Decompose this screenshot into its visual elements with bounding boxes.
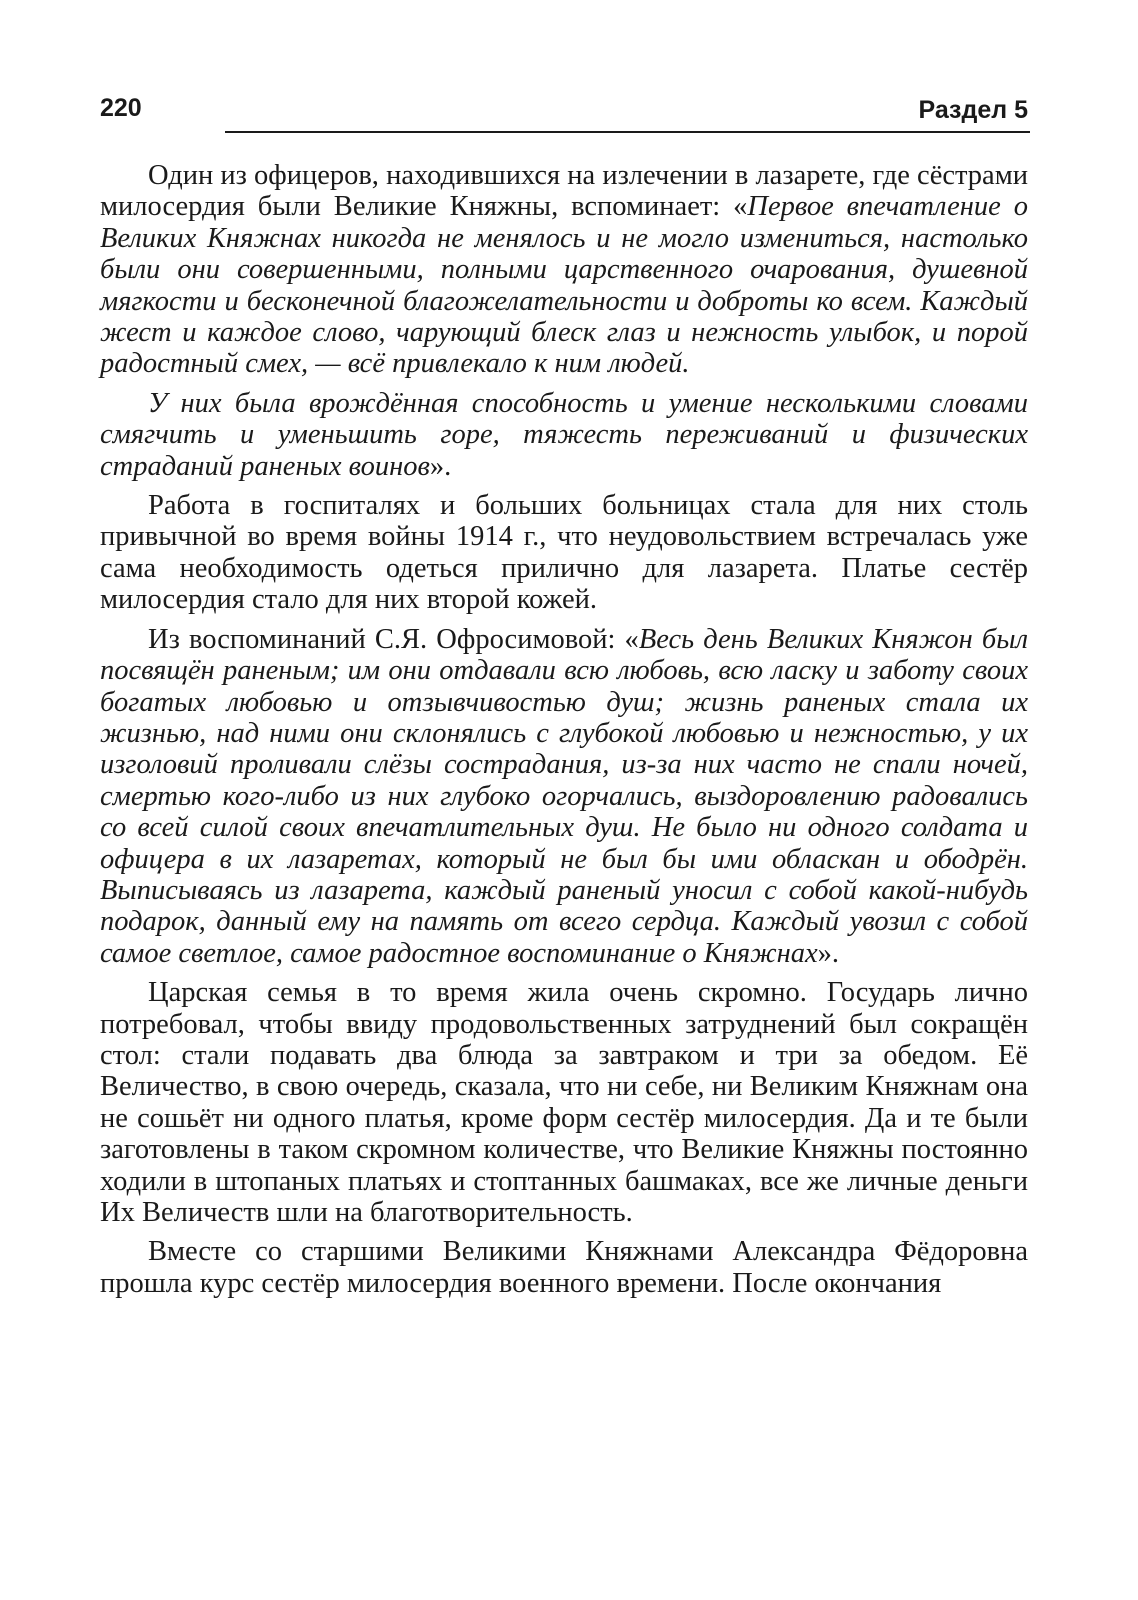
paragraph: Работа в госпиталях и больших больницах стала для них столь привычной во время войны 1914 г., что неудовольствием встречалась уже сама необходимость одеться прилично для лазарета. Платье сестёр милосердия стало для них второй кожей. (100, 490, 1028, 616)
quotation: Весь день Великих Княжон был посвящён раненым; им они отдавали всю любовь, всю ласку и заботу своих богатых любовью и отзывчивостью душ; жизнь раненых стала их жизнью, над ними они склонялись с глубокой любовью и нежностью, у их изголовий проливали слёзы сострадания, из-за них часто не спали ночей, смертью кого-либо из них глубоко огорчались, выздоровлению радовались со всей силой своих впечатлительных душ. Не было ни одного солдата и офицера в их лазаретах, который не был бы ими обласкан и ободрён. Выписываясь из лазарета, каждый раненый уносил с собой какой-нибудь подарок, данный ему на память от всего сердца. Каждый увозил с собой самое светлое, самое радостное воспоминание о Княжнах (100, 623, 1028, 969)
quotation-closing: ». (817, 937, 840, 969)
header-rule (225, 131, 1030, 133)
paragraph: Вместе со старшими Великими Княжнами Александра Фёдоровна прошла курс сестёр милосердия военного времени. После окончания (100, 1236, 1028, 1299)
running-header (100, 94, 1028, 144)
quotation-closing: ». (429, 450, 452, 482)
page-body (100, 160, 1028, 1299)
paragraph: Царская семья в то время жила очень скромно. Государь лично потребовал, чтобы ввиду продовольственных затруднений был сокращён стол: стали подавать два блюда за завтраком и три за обедом. Её Величество, в свою очередь, сказала, что ни себе, ни Великим Княжнам она не сошьёт ни одного платья, кроме форм сестёр милосердия. Да и те были заготовлены в таком скромном количестве, что Великие Княжны постоянно ходили в штопаных платьях и стоптанных башмаках, все же личные деньги Их Величеств шли на благотворительность. (100, 977, 1028, 1228)
paragraph (100, 624, 1028, 969)
quotation: Первое впечатление о Великих Княжнах никогда не менялось и не могло измениться, настолько были они совершенными, полными царственного очарования, душевной мягкости и бесконечной благожелательности и доброты ко всем. Каждый жест и каждое слово, чарующий блеск глаз и нежность улыбок, и порой радостный смех, — всё привлекало к ним людей. (100, 191, 1028, 380)
paragraph-intro: Из воспоминаний С.Я. Офросимовой: « (148, 623, 639, 655)
paragraph-intro: Один из офицеров, находившихся на излечении в лазарете, где сёстрами милосердия были Великие Княжны, вспоминает: « (100, 160, 1028, 223)
paragraph (100, 388, 1028, 482)
section-title: Раздел 5 (918, 96, 1028, 124)
quotation: У них была врождённая способность и умение несколькими словами смягчить и уменьшить горе, тяжесть переживаний и физических страданий раненых воинов (100, 387, 1028, 482)
paragraph (100, 160, 1028, 380)
page-number: 220 (100, 94, 142, 122)
